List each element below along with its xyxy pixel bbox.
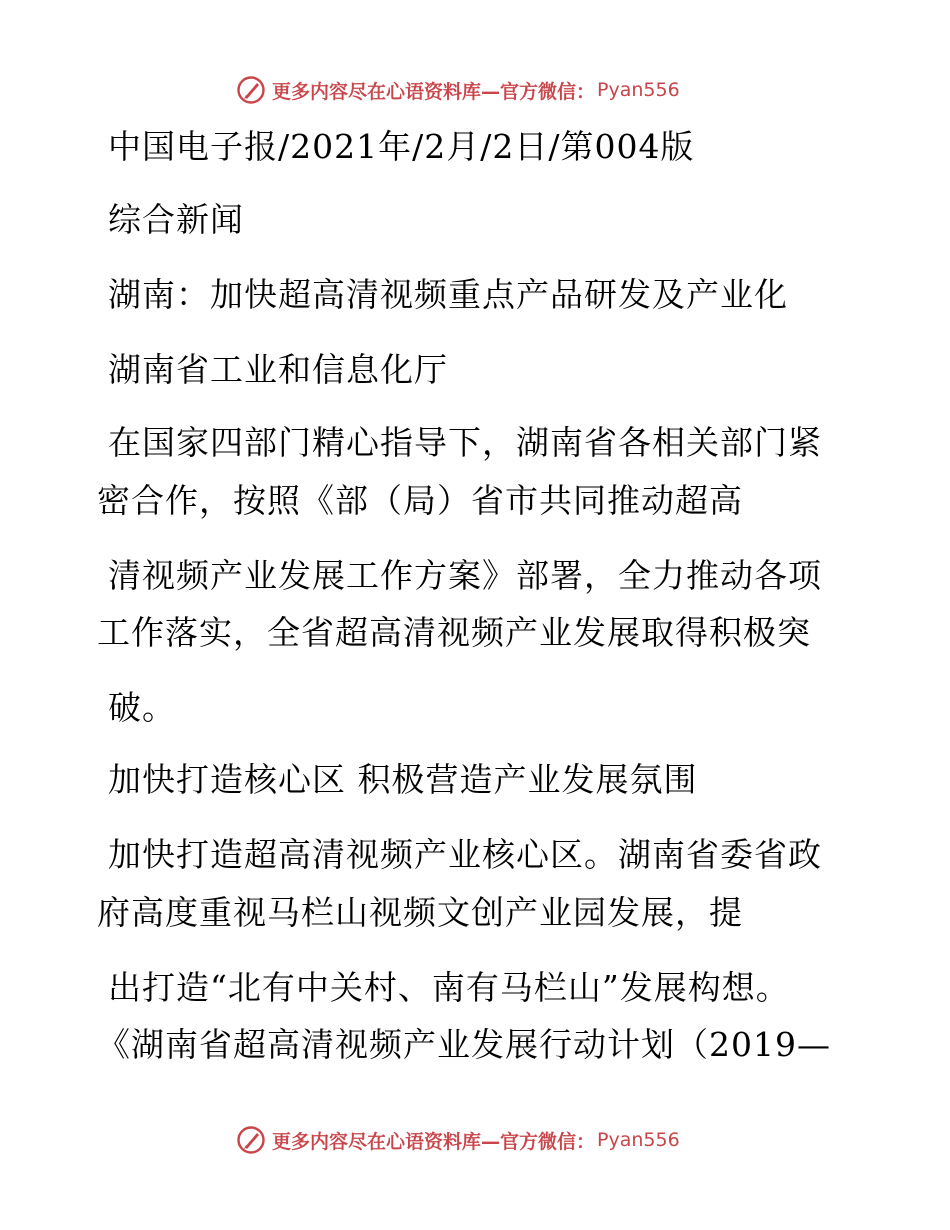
publication-line: 中国电子报/2021年/2月/2日/第004版 [108,127,695,166]
section-label: 综合新闻 [108,200,244,239]
paragraph-line: 破。 [108,688,176,727]
banner-text: 更多内容尽在心语资料库—官方微信： [272,1130,596,1153]
paragraph-line: 工作落实，全省超高清视频产业发展取得积极突 [97,613,811,652]
article-title: 湖南：加快超高清视频重点产品研发及产业化 [108,275,788,314]
article-author: 湖南省工业和信息化厅 [108,350,448,389]
quill-seal-logo-icon [236,75,266,105]
quill-seal-logo-icon [236,1125,266,1155]
paragraph-line: 密合作，按照《部（局）省市共同推动超高 [97,481,743,520]
header-watermark-banner [236,73,680,107]
paragraph-line: 府高度重视马栏山视频文创产业园发展，提 [97,893,743,932]
subheading: 加快打造核心区 积极营造产业发展氛围 [108,760,698,799]
banner-wechat-id: Pyan556 [597,1129,680,1151]
paragraph-line: 加快打造超高清视频产业核心区。湖南省委省政 [108,835,822,874]
paragraph-line: 在国家四部门精心指导下，湖南省各相关部门紧 [108,423,822,462]
paragraph-line: 《湖南省超高清视频产业发展行动计划（2019— [97,1025,831,1064]
banner-wechat-id: Pyan556 [597,79,680,101]
paragraph-line: 出打造“北有中关村、南有马栏山”发展构想。 [108,968,790,1007]
banner-text: 更多内容尽在心语资料库—官方微信： [272,80,596,103]
footer-watermark-banner [236,1123,680,1157]
paragraph-line: 清视频产业发展工作方案》部署，全力推动各项 [108,556,822,595]
